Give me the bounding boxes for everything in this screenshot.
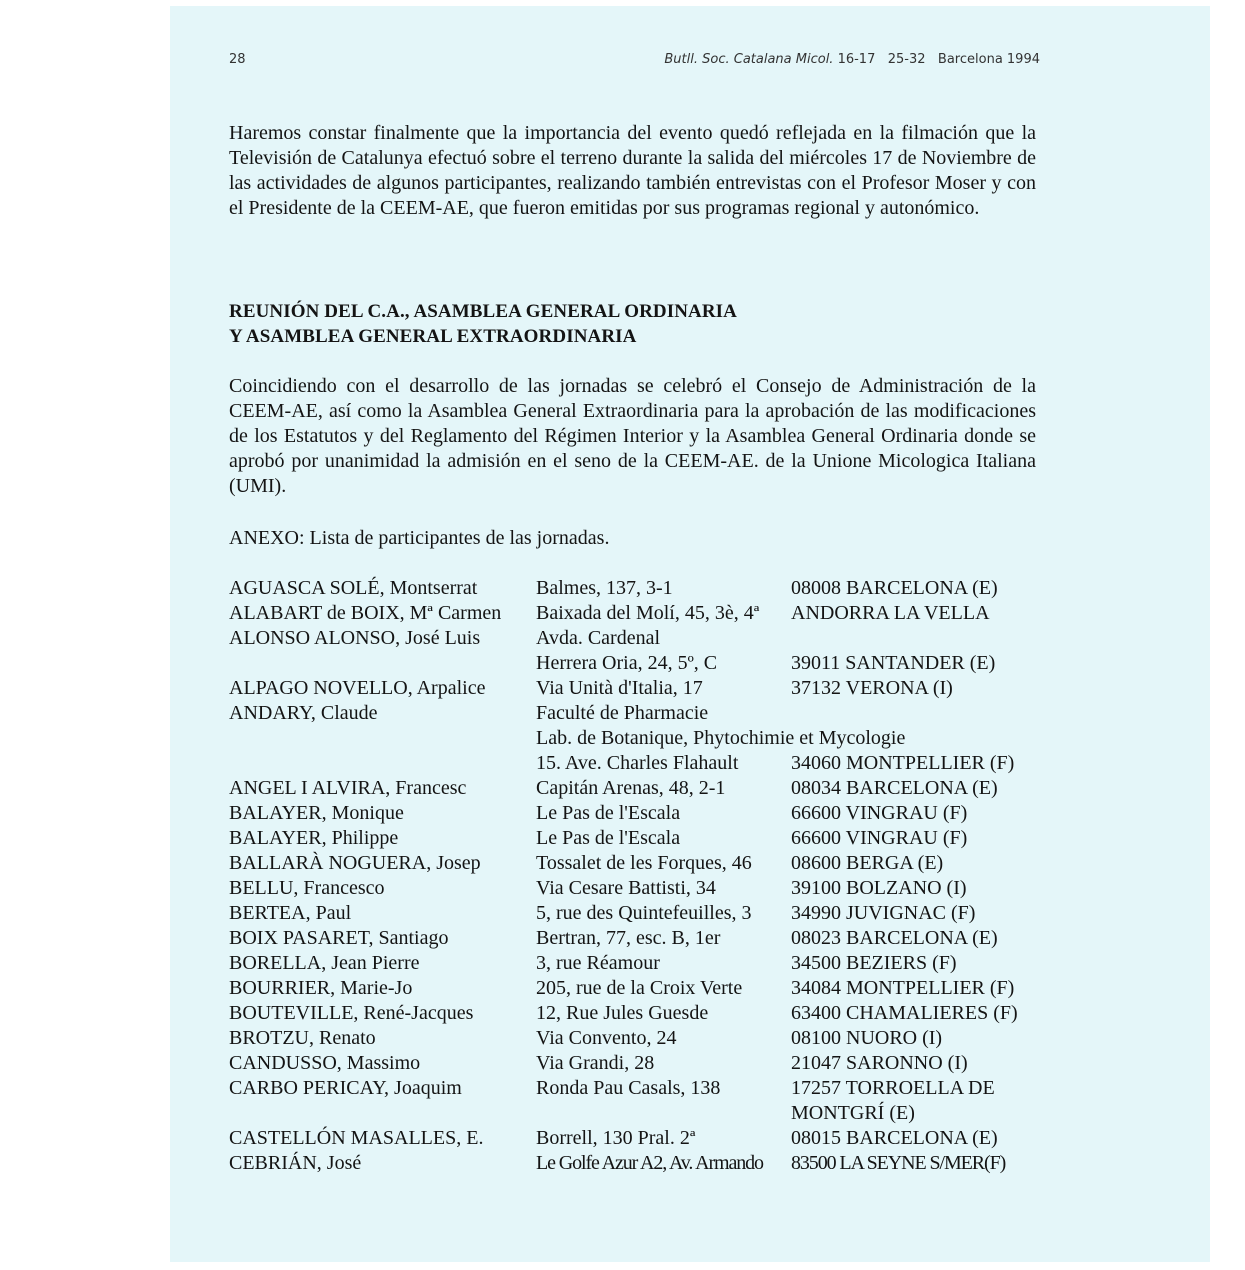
participant-row — [229, 1051, 1049, 1076]
participant-name: BALAYER, Monique — [229, 802, 404, 824]
participant-city: 34990 JUVIGNAC (F) — [791, 902, 976, 924]
participant-city: 17257 TORROELLA DE — [791, 1077, 995, 1099]
participant-row — [229, 976, 1049, 1001]
participant-city: 08034 BARCELONA (E) — [791, 777, 998, 799]
participant-city: 34084 MONTPELLIER (F) — [791, 977, 1015, 999]
participant-row — [229, 626, 1049, 651]
participant-row — [229, 776, 1049, 801]
participant-city: MONTGRÍ (E) — [791, 1102, 915, 1124]
participant-row — [229, 676, 1049, 701]
participant-city: 08100 NUORO (I) — [791, 1027, 943, 1049]
participants-list — [229, 576, 1049, 1176]
participant-city: 08015 BARCELONA (E) — [791, 1127, 998, 1149]
participant-address: Le Pas de l'Escala — [536, 802, 681, 824]
participant-name: BOURRIER, Marie-Jo — [229, 977, 413, 999]
participant-row — [229, 1151, 1049, 1176]
participant-name: AGUASCA SOLÉ, Montserrat — [229, 577, 478, 599]
participant-row — [229, 951, 1049, 976]
participant-row — [229, 726, 1049, 751]
participant-name: CARBO PERICAY, Joaquim — [229, 1077, 462, 1099]
participant-city: 83500 LA SEYNE S/MER(F) — [791, 1152, 1006, 1174]
participant-row — [229, 926, 1049, 951]
participant-city: 34500 BEZIERS (F) — [791, 952, 957, 974]
participant-address: Tossalet de les Forques, 46 — [536, 852, 752, 874]
participant-address: 205, rue de la Croix Verte — [536, 977, 743, 999]
intro-paragraph: Haremos constar finalmente que la importancia del evento quedó reflejada en la filmación que la Televisión de Catalunya efectuó sobre el terreno durante la salida del miércoles 17 de Noviembre de las actividades de algunos participantes, realizando también entrevistas con el Profesor Moser y con el Presidente de la CEEM-AE, que fueron emitidas por sus programas regional y autonómico. — [229, 122, 1036, 219]
participant-row — [229, 801, 1049, 826]
participant-row — [229, 701, 1049, 726]
participant-city: 34060 MONTPELLIER (F) — [791, 752, 1015, 774]
participant-name: ALONSO ALONSO, José Luis — [229, 627, 481, 649]
participant-row — [229, 1076, 1049, 1101]
participant-row — [229, 651, 1049, 676]
participant-name: BOUTEVILLE, René-Jacques — [229, 1002, 474, 1024]
section-heading-line-1: REUNIÓN DEL C.A., ASAMBLEA GENERAL ORDINARIA — [229, 301, 737, 322]
participant-name: BERTEA, Paul — [229, 902, 352, 924]
participant-city: ANDORRA LA VELLA — [791, 602, 990, 624]
participant-name: BALLARÀ NOGUERA, Josep — [229, 852, 481, 874]
participant-row — [229, 851, 1049, 876]
participant-address: Le Golfe Azur A2, Av. Armando — [536, 1152, 763, 1174]
participant-address: 15. Ave. Charles Flahault — [536, 752, 739, 774]
participant-city: 37132 VERONA (I) — [791, 677, 953, 699]
participant-address: 12, Rue Jules Guesde — [536, 1002, 709, 1024]
participant-city: 21047 SARONNO (I) — [791, 1052, 968, 1074]
participant-city: 08008 BARCELONA (E) — [791, 577, 998, 599]
participant-row — [229, 751, 1049, 776]
participant-row — [229, 1101, 1049, 1126]
participant-name: ANGEL I ALVIRA, Francesc — [229, 777, 467, 799]
participant-name: ALPAGO NOVELLO, Arpalice — [229, 677, 486, 699]
participant-city: 66600 VINGRAU (F) — [791, 827, 968, 849]
participant-address: Ronda Pau Casals, 138 — [536, 1077, 721, 1099]
participant-name: BOIX PASARET, Santiago — [229, 927, 449, 949]
participant-name: BROTZU, Renato — [229, 1027, 376, 1049]
participant-name: CASTELLÓN MASALLES, E. — [229, 1127, 484, 1149]
participant-address: Avda. Cardenal — [536, 627, 661, 649]
participant-address: Via Cesare Battisti, 34 — [536, 877, 716, 899]
participant-address: 3, rue Réamour — [536, 952, 660, 974]
participant-address: Via Unità d'Italia, 17 — [536, 677, 703, 699]
participant-address: Baixada del Molí, 45, 3è, 4ª — [536, 602, 760, 624]
participant-address: 5, rue des Quintefeuilles, 3 — [536, 902, 752, 924]
page-number: 28 — [229, 52, 246, 67]
annex-caption: ANEXO: Lista de participantes de las jornadas. — [229, 527, 610, 549]
participant-city: 08600 BERGA (E) — [791, 852, 944, 874]
participant-row — [229, 826, 1049, 851]
participant-address: Via Convento, 24 — [536, 1027, 677, 1049]
participant-address: Herrera Oria, 24, 5º, C — [536, 652, 718, 674]
participant-name: BORELLA, Jean Pierre — [229, 952, 420, 974]
journal-citation — [664, 52, 1040, 67]
participant-address: Via Grandi, 28 — [536, 1052, 655, 1074]
participant-row — [229, 1001, 1049, 1026]
participant-name: CANDUSSO, Massimo — [229, 1052, 421, 1074]
section-heading-line-2: Y ASAMBLEA GENERAL EXTRAORDINARIA — [229, 326, 637, 347]
participant-address: Capitán Arenas, 48, 2-1 — [536, 777, 726, 799]
participant-city: 63400 CHAMALIERES (F) — [791, 1002, 1018, 1024]
participant-city: 66600 VINGRAU (F) — [791, 802, 968, 824]
participant-address: Le Pas de l'Escala — [536, 827, 681, 849]
participant-name: ANDARY, Claude — [229, 702, 378, 724]
participant-row — [229, 876, 1049, 901]
participant-row — [229, 576, 1049, 601]
participant-row — [229, 901, 1049, 926]
section-paragraph: Coincidiendo con el desarrollo de las jornadas se celebró el Consejo de Administración de la CEEM-AE, así como la Asamblea General Extraordinaria para la aprobación de las modificaciones de los Estatutos y del Reglamento del Régimen Interior y la Asamblea General Ordinaria donde se aprobó por unanimidad la admisión en el seno de la CEEM-AE. de la Unione Micologica Italiana (UMI). — [229, 375, 1036, 497]
participant-row — [229, 1126, 1049, 1151]
participant-address: Faculté de Pharmacie — [536, 702, 709, 724]
participant-name: BELLU, Francesco — [229, 877, 385, 899]
participant-address: Borrell, 130 Pral. 2ª — [536, 1127, 696, 1149]
journal-volume-info: 16-17 25-32 Barcelona 1994 — [837, 52, 1040, 67]
participant-name: CEBRIÁN, José — [229, 1152, 362, 1174]
participant-row — [229, 1026, 1049, 1051]
participant-city: 39100 BOLZANO (I) — [791, 877, 967, 899]
participant-name: BALAYER, Philippe — [229, 827, 399, 849]
journal-title: Butll. Soc. Catalana Micol. — [664, 52, 834, 67]
participant-address: Lab. de Botanique, Phytochimie et Mycologie — [536, 727, 906, 749]
participant-city: 39011 SANTANDER (E) — [791, 652, 996, 674]
section-heading — [229, 299, 1036, 349]
participant-row — [229, 601, 1049, 626]
participant-name: ALABART de BOIX, Mª Carmen — [229, 602, 502, 624]
participant-address: Balmes, 137, 3-1 — [536, 577, 673, 599]
participant-address: Bertran, 77, esc. B, 1er — [536, 927, 721, 949]
participant-city: 08023 BARCELONA (E) — [791, 927, 998, 949]
